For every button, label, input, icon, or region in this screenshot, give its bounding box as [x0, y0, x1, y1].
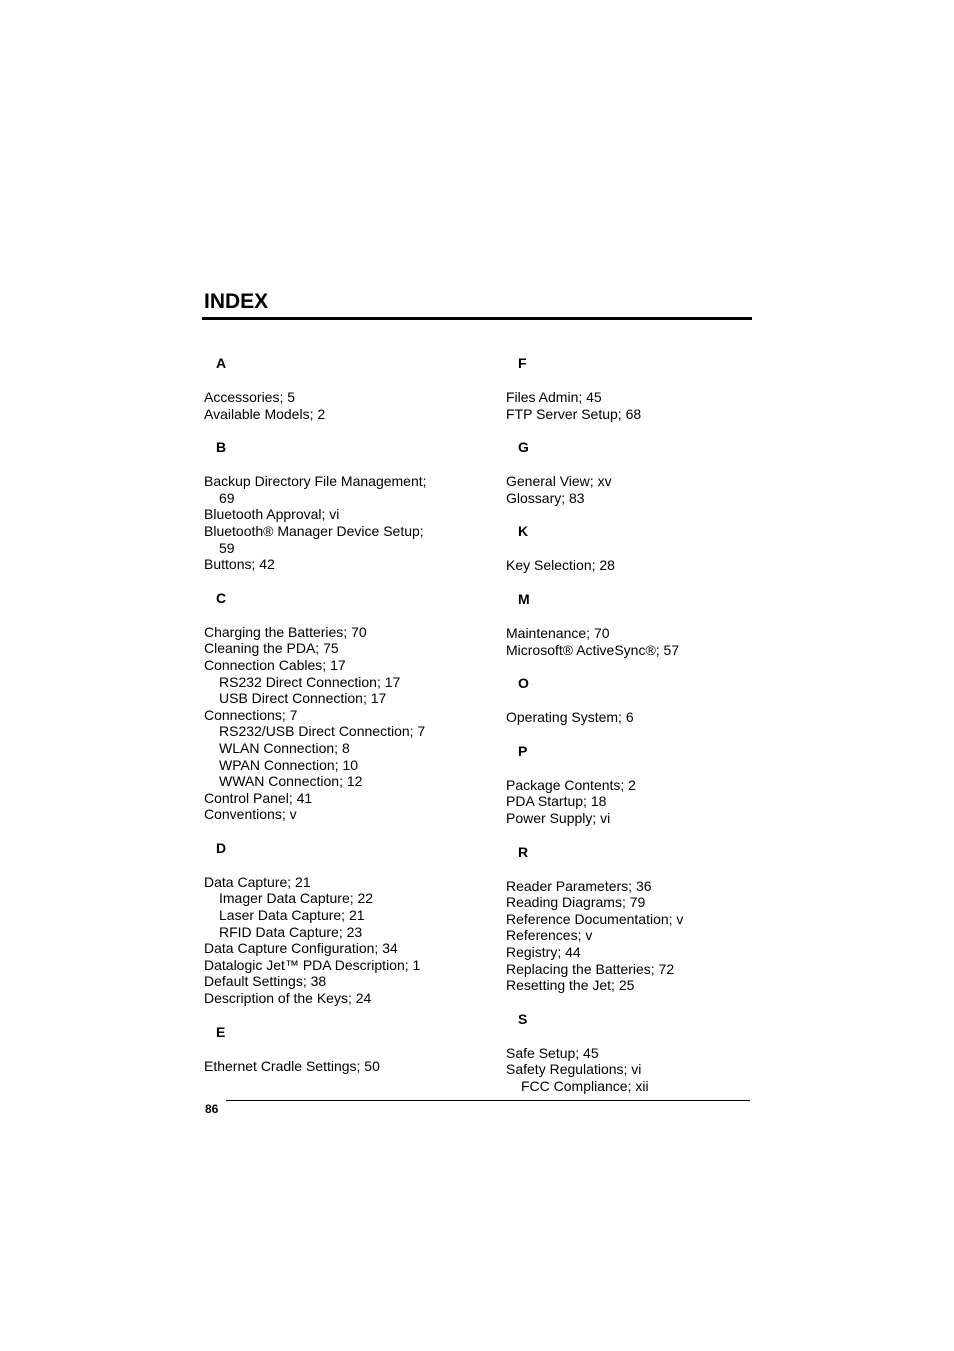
- entry-text: Imager Data Capture; 22: [219, 890, 374, 907]
- index-entry: [204, 940, 494, 957]
- entry-text: Safe Setup; 45: [506, 1044, 599, 1061]
- entry-text: Data Capture Configuration; 34: [204, 940, 398, 957]
- index-entry: [506, 894, 796, 911]
- index-subentry: [204, 674, 494, 691]
- index-entry: [506, 406, 796, 423]
- section-letter: A: [216, 355, 227, 371]
- section-letter: M: [518, 590, 530, 607]
- entry-text: RS232 Direct Connection; 17: [219, 673, 401, 690]
- entry-text: WLAN Connection; 8: [219, 739, 350, 756]
- index-entry: [506, 709, 796, 726]
- page-title: INDEX: [204, 290, 269, 313]
- index-entry: [204, 874, 494, 891]
- entry-text: Available Models; 2: [204, 405, 326, 422]
- index-entry: [506, 927, 796, 944]
- index-section-m: [506, 591, 796, 658]
- index-entry: [204, 990, 494, 1007]
- index-entry: [204, 506, 494, 523]
- index-entry: [506, 1045, 796, 1062]
- index-subentry: [204, 907, 494, 924]
- entry-text: WPAN Connection; 10: [219, 756, 359, 773]
- index-entry: [204, 406, 494, 423]
- entry-text: FCC Compliance; xii: [521, 1077, 649, 1094]
- entry-text: Cleaning the PDA; 75: [204, 640, 339, 657]
- section-letter: D: [216, 839, 227, 856]
- index-section-e: [204, 1024, 494, 1075]
- entry-text: Maintenance; 70: [506, 624, 610, 641]
- entry-text: Data Capture; 21: [204, 873, 311, 890]
- index-section-a: [204, 355, 494, 422]
- index-entry: [204, 790, 494, 807]
- index-column-right: [506, 355, 796, 1111]
- index-section-b: [204, 439, 494, 573]
- index-entry: [506, 878, 796, 895]
- section-letter: G: [518, 439, 529, 456]
- entry-page-continuation: 69: [219, 489, 235, 506]
- entry-text: Charging the Batteries; 70: [204, 623, 367, 640]
- index-entry: [506, 810, 796, 827]
- index-entry: [506, 473, 796, 490]
- index-section-p: [506, 743, 796, 827]
- entry-text: RS232/USB Direct Connection; 7: [219, 723, 426, 740]
- index-entry: [204, 1058, 494, 1075]
- page-number: 86: [205, 1102, 219, 1116]
- entry-text: Registry; 44: [506, 943, 581, 960]
- title-rule: [202, 317, 752, 320]
- entry-text: Reference Documentation; v: [506, 910, 684, 927]
- index-section-f: [506, 355, 796, 422]
- index-section-c: [204, 590, 494, 823]
- index-subentry: [204, 773, 494, 790]
- index-entry: [506, 961, 796, 978]
- index-entry: [204, 973, 494, 990]
- entry-text: Files Admin; 45: [506, 389, 602, 405]
- index-subentry: [506, 1078, 796, 1095]
- entry-text: Default Settings; 38: [204, 973, 327, 990]
- entry-text: FTP Server Setup; 68: [506, 405, 642, 422]
- index-entry: [204, 957, 494, 974]
- index-subentry: [204, 890, 494, 907]
- section-letter: K: [518, 523, 529, 540]
- section-letter: F: [518, 355, 527, 371]
- index-entry: [204, 389, 494, 406]
- index-section-r: [506, 844, 796, 994]
- entry-text: Power Supply; vi: [506, 809, 611, 826]
- entry-text: Description of the Keys; 24: [204, 990, 372, 1007]
- entry-text: WWAN Connection; 12: [219, 773, 363, 790]
- index-entry: [506, 1061, 796, 1078]
- entry-text: Connection Cables; 17: [204, 656, 346, 673]
- entry-text: Control Panel; 41: [204, 789, 313, 806]
- entry-text: Laser Data Capture; 21: [219, 907, 365, 924]
- entry-text: Reading Diagrams; 79: [506, 894, 646, 911]
- index-section-k: [506, 523, 796, 574]
- index-entry: [204, 473, 494, 506]
- index-entry: [506, 642, 796, 659]
- entry-text: General View; xv: [506, 473, 612, 490]
- entry-page-continuation: 59: [219, 539, 235, 556]
- index-entry: [506, 911, 796, 928]
- entry-text: Glossary; 83: [506, 489, 585, 506]
- section-letter: B: [216, 439, 227, 456]
- index-entry: [204, 624, 494, 641]
- entry-text: Key Selection; 28: [506, 557, 615, 574]
- entry-text: Datalogic Jet™ PDA Description; 1: [204, 956, 421, 973]
- index-entry: [204, 806, 494, 823]
- index-section-o: [506, 675, 796, 726]
- entry-text: Bluetooth Approval; vi: [204, 506, 340, 523]
- entry-text: PDA Startup; 18: [506, 793, 607, 810]
- entry-text: USB Direct Connection; 17: [219, 690, 387, 707]
- index-entry: [506, 490, 796, 507]
- entry-text: Backup Directory File Management;: [204, 473, 427, 490]
- index-entry: [506, 389, 796, 406]
- index-section-g: [506, 439, 796, 506]
- index-entry: [204, 657, 494, 674]
- index-subentry: [204, 740, 494, 757]
- entry-text: Reader Parameters; 36: [506, 877, 652, 894]
- entry-text: Microsoft® ActiveSync®; 57: [506, 641, 680, 658]
- footer-rule: [226, 1100, 750, 1101]
- index-entry: [204, 523, 494, 556]
- entry-text: RFID Data Capture; 23: [219, 923, 363, 940]
- entry-text: Conventions; v: [204, 806, 297, 823]
- index-subentry: [204, 757, 494, 774]
- entry-text: Connections; 7: [204, 706, 298, 723]
- index-column-left: [204, 355, 494, 1091]
- index-entry: [506, 777, 796, 794]
- section-letter: C: [216, 589, 227, 606]
- entry-text: Ethernet Cradle Settings; 50: [204, 1057, 380, 1074]
- index-entry: [506, 625, 796, 642]
- section-letter: S: [518, 1010, 528, 1027]
- entry-text: Accessories; 5: [204, 389, 296, 405]
- index-entry: [204, 556, 494, 573]
- entry-text: Package Contents; 2: [506, 776, 636, 793]
- entry-text: References; v: [506, 927, 593, 944]
- section-letter: O: [518, 675, 529, 692]
- index-subentry: [204, 723, 494, 740]
- index-subentry: [204, 690, 494, 707]
- section-letter: P: [518, 742, 528, 759]
- index-entry: [204, 640, 494, 657]
- index-entry: [506, 793, 796, 810]
- index-entry: [506, 557, 796, 574]
- index-entry: [506, 944, 796, 961]
- index-section-d: [204, 840, 494, 1007]
- entry-text: Replacing the Batteries; 72: [506, 960, 675, 977]
- section-letter: R: [518, 843, 529, 860]
- entry-text: Buttons; 42: [204, 556, 275, 573]
- entry-text: Operating System; 6: [506, 709, 634, 726]
- index-subentry: [204, 924, 494, 941]
- section-letter: E: [216, 1023, 226, 1040]
- entry-text: Resetting the Jet; 25: [506, 977, 635, 994]
- index-entry: [506, 977, 796, 994]
- entry-text: Bluetooth® Manager Device Setup;: [204, 522, 424, 539]
- index-entry: [204, 707, 494, 724]
- index-section-s: [506, 1011, 796, 1095]
- entry-text: Safety Regulations; vi: [506, 1061, 642, 1078]
